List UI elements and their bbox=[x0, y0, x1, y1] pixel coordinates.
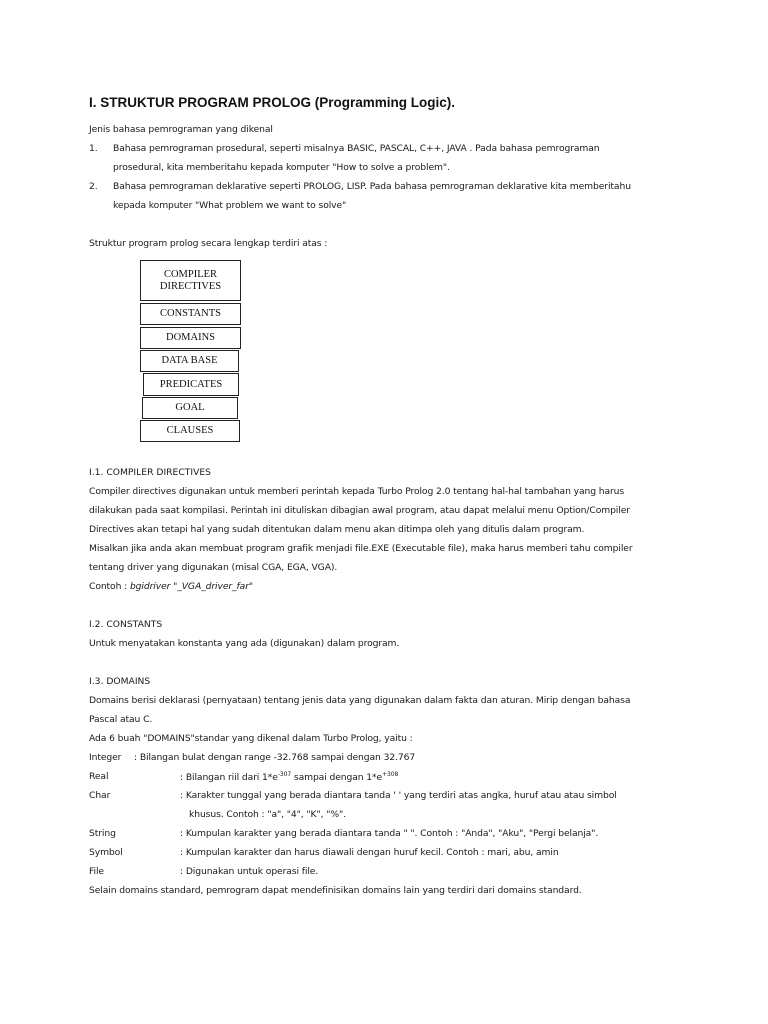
domain-type-desc: : Bilangan riil dari $1*e^{-307}$ sampai dengan $1*e^{+308}$ bbox=[180, 771, 399, 783]
diagram-box-clauses: CLAUSES bbox=[140, 420, 240, 442]
domain-type-name: Integer bbox=[89, 752, 122, 763]
paragraph-line: dilakukan pada saat kompilasi. Perintah ini dituliskan dibagian awal program, atau dapat melalui menu Option/Compiler bbox=[89, 505, 630, 516]
diagram-box-data-base: DATA BASE bbox=[140, 350, 239, 372]
page-title: I. STRUKTUR PROGRAM PROLOG (Programming Logic). bbox=[89, 95, 456, 110]
example-label: Contoh : bbox=[89, 581, 130, 592]
list-item-number: 2. bbox=[89, 181, 98, 192]
domain-type-name: Real bbox=[89, 771, 109, 782]
domain-type-name: Char bbox=[89, 790, 111, 801]
paragraph-line: Untuk menyatakan konstanta yang ada (digunakan) dalam program. bbox=[89, 638, 400, 649]
list-item-line: Bahasa pemrograman prosedural, seperti misalnya BASIC, PASCAL, C++, JAVA . Pada bahasa pemrograman bbox=[113, 143, 600, 154]
domain-type-desc: khusus. Contoh : "a", "4", "K", "%". bbox=[189, 809, 346, 820]
paragraph-line: Domains berisi deklarasi (pernyataan) tentang jenis data yang digunakan dalam fakta dan aturan. Mirip dengan bahasa bbox=[89, 695, 631, 706]
example-line bbox=[89, 581, 253, 592]
domain-type-desc: : Bilangan bulat dengan range -32.768 sampai dengan 32.767 bbox=[134, 752, 416, 763]
paragraph-line: Selain domains standard, pemrogram dapat mendefinisikan domains lain yang terdiri dari domains standard. bbox=[89, 885, 582, 896]
paragraph-line: Pascal atau C. bbox=[89, 714, 153, 725]
structure-lead: Struktur program prolog secara lengkap terdiri atas : bbox=[89, 238, 328, 249]
diagram-box-constants: CONSTANTS bbox=[140, 303, 241, 325]
example-code: bgidriver "_VGA_driver_far" bbox=[129, 581, 254, 592]
diagram-box-compiler-directives: COMPILER DIRECTIVES bbox=[140, 260, 241, 301]
section-heading-domains: I.3. DOMAINS bbox=[89, 676, 151, 687]
list-item-line: Bahasa pemrograman deklarative seperti PROLOG, LISP. Pada bahasa pemrograman deklarative kita memberitahu bbox=[113, 181, 631, 192]
diagram-box-goal: GOAL bbox=[142, 397, 238, 419]
diagram-box-predicates: PREDICATES bbox=[143, 373, 239, 396]
list-item-number: 1. bbox=[89, 143, 98, 154]
domain-type-desc: : Kumpulan karakter dan harus diawali dengan huruf kecil. Contoh : mari, abu, amin bbox=[180, 847, 559, 858]
diagram-box-domains: DOMAINS bbox=[140, 327, 241, 349]
paragraph-line: Ada 6 buah "DOMAINS"standar yang dikenal dalam Turbo Prolog, yaitu : bbox=[89, 733, 413, 744]
domain-type-name: File bbox=[89, 866, 104, 877]
paragraph-line: tentang driver yang digunakan (misal CGA, EGA, VGA). bbox=[89, 562, 338, 573]
domain-type-name: Symbol bbox=[89, 847, 123, 858]
section-heading-compiler-directives: I.1. COMPILER DIRECTIVES bbox=[89, 467, 211, 478]
list-item-line: prosedural, kita memberitahu kepada komputer "How to solve a problem". bbox=[113, 162, 450, 173]
intro-lead: Jenis bahasa pemrograman yang dikenal bbox=[89, 124, 273, 135]
domain-type-name: String bbox=[89, 828, 116, 839]
paragraph-line: Directives akan tetapi hal yang sudah ditentukan dalam menu akan ditimpa oleh yang ditulis dalam program. bbox=[89, 524, 585, 535]
domain-type-desc: : Digunakan untuk operasi file. bbox=[180, 866, 319, 877]
list-item-line: kepada komputer "What problem we want to solve" bbox=[113, 200, 347, 211]
domain-type-desc: : Kumpulan karakter yang berada diantara tanda " ". Contoh : "Anda", "Aku", "Pergi belanja". bbox=[180, 828, 599, 839]
domain-type-desc: : Karakter tunggal yang berada diantara tanda ' ' yang terdiri atas angka, huruf atau atau simbol bbox=[180, 790, 617, 801]
paragraph-line: Misalkan jika anda akan membuat program grafik menjadi file.EXE (Executable file), maka harus memberi tahu compiler bbox=[89, 543, 633, 554]
paragraph-line: Compiler directives digunakan untuk memberi perintah kepada Turbo Prolog 2.0 tentang hal-hal tambahan yang harus bbox=[89, 486, 625, 497]
section-heading-constants: I.2. CONSTANTS bbox=[89, 619, 163, 630]
